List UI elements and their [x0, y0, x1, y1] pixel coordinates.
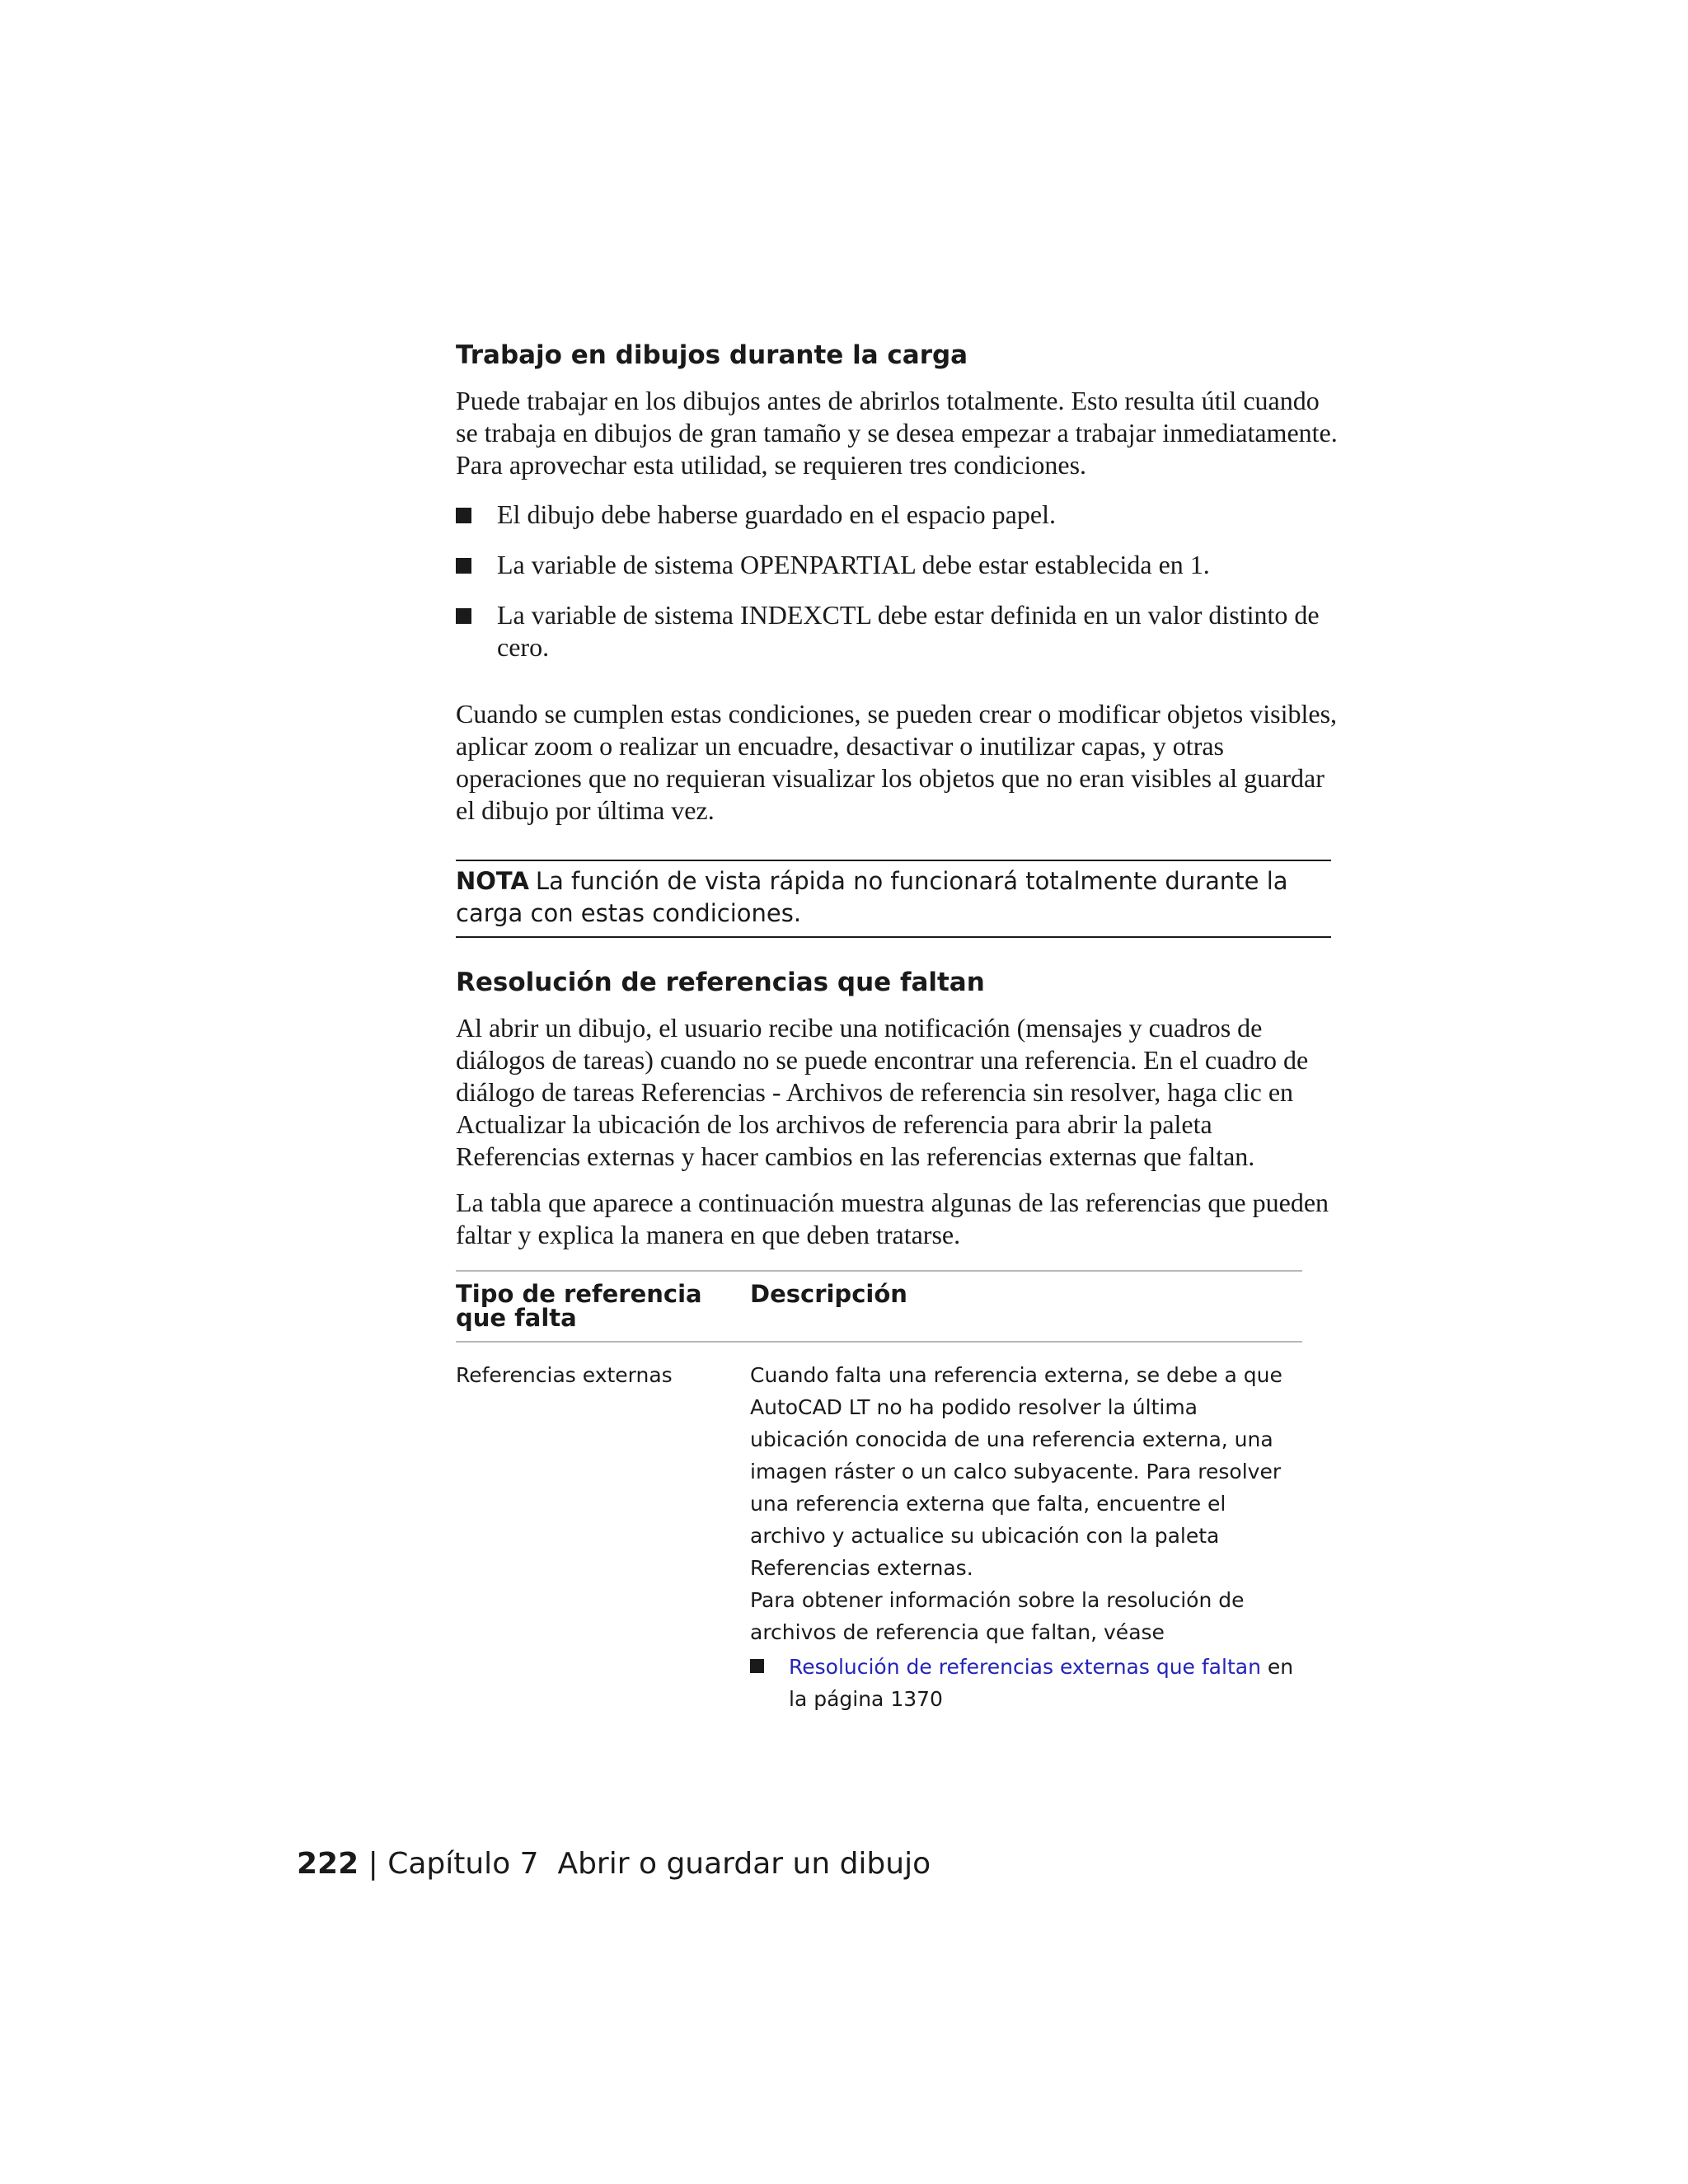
- section-heading: Trabajo en dibujos durante la carga: [456, 340, 968, 370]
- square-bullet-icon: [750, 1659, 764, 1673]
- conditions-list: [456, 499, 1342, 663]
- note-box: [456, 860, 1331, 938]
- column-header-description: Descripción: [750, 1280, 907, 1308]
- page-reference: en la página 1370: [789, 1655, 1294, 1711]
- cross-reference-link[interactable]: Resolución de referencias externas que faltan: [789, 1655, 1261, 1679]
- table-row: [456, 1343, 1302, 1711]
- page-number: 222: [297, 1847, 359, 1881]
- note-label: NOTA: [456, 867, 529, 895]
- section-heading: Resolución de referencias que faltan: [456, 968, 985, 997]
- column-header-type: Tipo de referencia que falta: [456, 1280, 702, 1332]
- list-item: El dibujo debe haberse guardado en el espacio papel.: [456, 499, 1342, 531]
- square-bullet-icon: [456, 508, 471, 523]
- cell-reference-type: Referencias externas: [456, 1363, 673, 1387]
- intro-paragraph: Puede trabajar en los dibujos antes de abrirlos totalmente. Esto resulta útil cuando se trabaja en dibujos de gran tamaño y se desea empezar a trabajar inmediatamente. Para aprovechar esta utilidad, se requieren tres condiciones.: [456, 386, 1338, 480]
- table-header: [456, 1272, 1302, 1341]
- cell-description: [750, 1359, 1302, 1715]
- page-footer: [297, 1846, 931, 1882]
- footer-separator: |: [368, 1847, 378, 1881]
- section-loading: [456, 340, 1342, 827]
- result-paragraph: Cuando se cumplen estas condiciones, se pueden crear o modificar objetos visibles, aplicar zoom o realizar un encuadre, desactivar o inutilizar capas, y otras operaciones que no requieran visualizar los objetos que no eran visibles al guardar el dibujo por última vez.: [456, 699, 1338, 825]
- description-text: Cuando falta una referencia externa, se debe a que AutoCAD LT no ha podido resolver la última ubicación conocida de una referencia externa, una imagen ráster o un calco subyacente. Para resolver una referencia externa que falta, encuentre el archivo y actualice su ubicación con la paleta Referencias externas.: [750, 1363, 1282, 1580]
- chapter-label: Capítulo 7: [387, 1847, 539, 1881]
- chapter-title: Abrir o guardar un dibujo: [557, 1847, 931, 1881]
- body-paragraph: La tabla que aparece a continuación muestra algunas de las referencias que pueden faltar y explica la manera en que deben tratarse.: [456, 1188, 1329, 1249]
- note-text: La función de vista rápida no funcionará totalmente durante la carga con estas condiciones.: [456, 867, 1288, 927]
- square-bullet-icon: [456, 608, 471, 624]
- section-missing-references: [456, 967, 1342, 1251]
- references-table: [456, 1270, 1302, 1711]
- body-paragraph: Al abrir un dibujo, el usuario recibe una notificación (mensajes y cuadros de diálogos de tareas) cuando no se puede encontrar una referencia. En el cuadro de diálogo de tareas Referencias - Archivos de referencia sin resolver, haga clic en Actualizar la ubicación de los archivos de referencia para abrir la paleta Referencias externas y hacer cambios en las referencias externas que faltan.: [456, 1013, 1309, 1171]
- more-info-text: Para obtener información sobre la resolución de archivos de referencia que faltan, véase: [750, 1588, 1245, 1644]
- see-also-item: [750, 1651, 1302, 1715]
- list-item: La variable de sistema INDEXCTL debe estar definida en un valor distinto de cero.: [456, 599, 1342, 663]
- list-item: La variable de sistema OPENPARTIAL debe estar establecida en 1.: [456, 549, 1342, 581]
- square-bullet-icon: [456, 558, 471, 574]
